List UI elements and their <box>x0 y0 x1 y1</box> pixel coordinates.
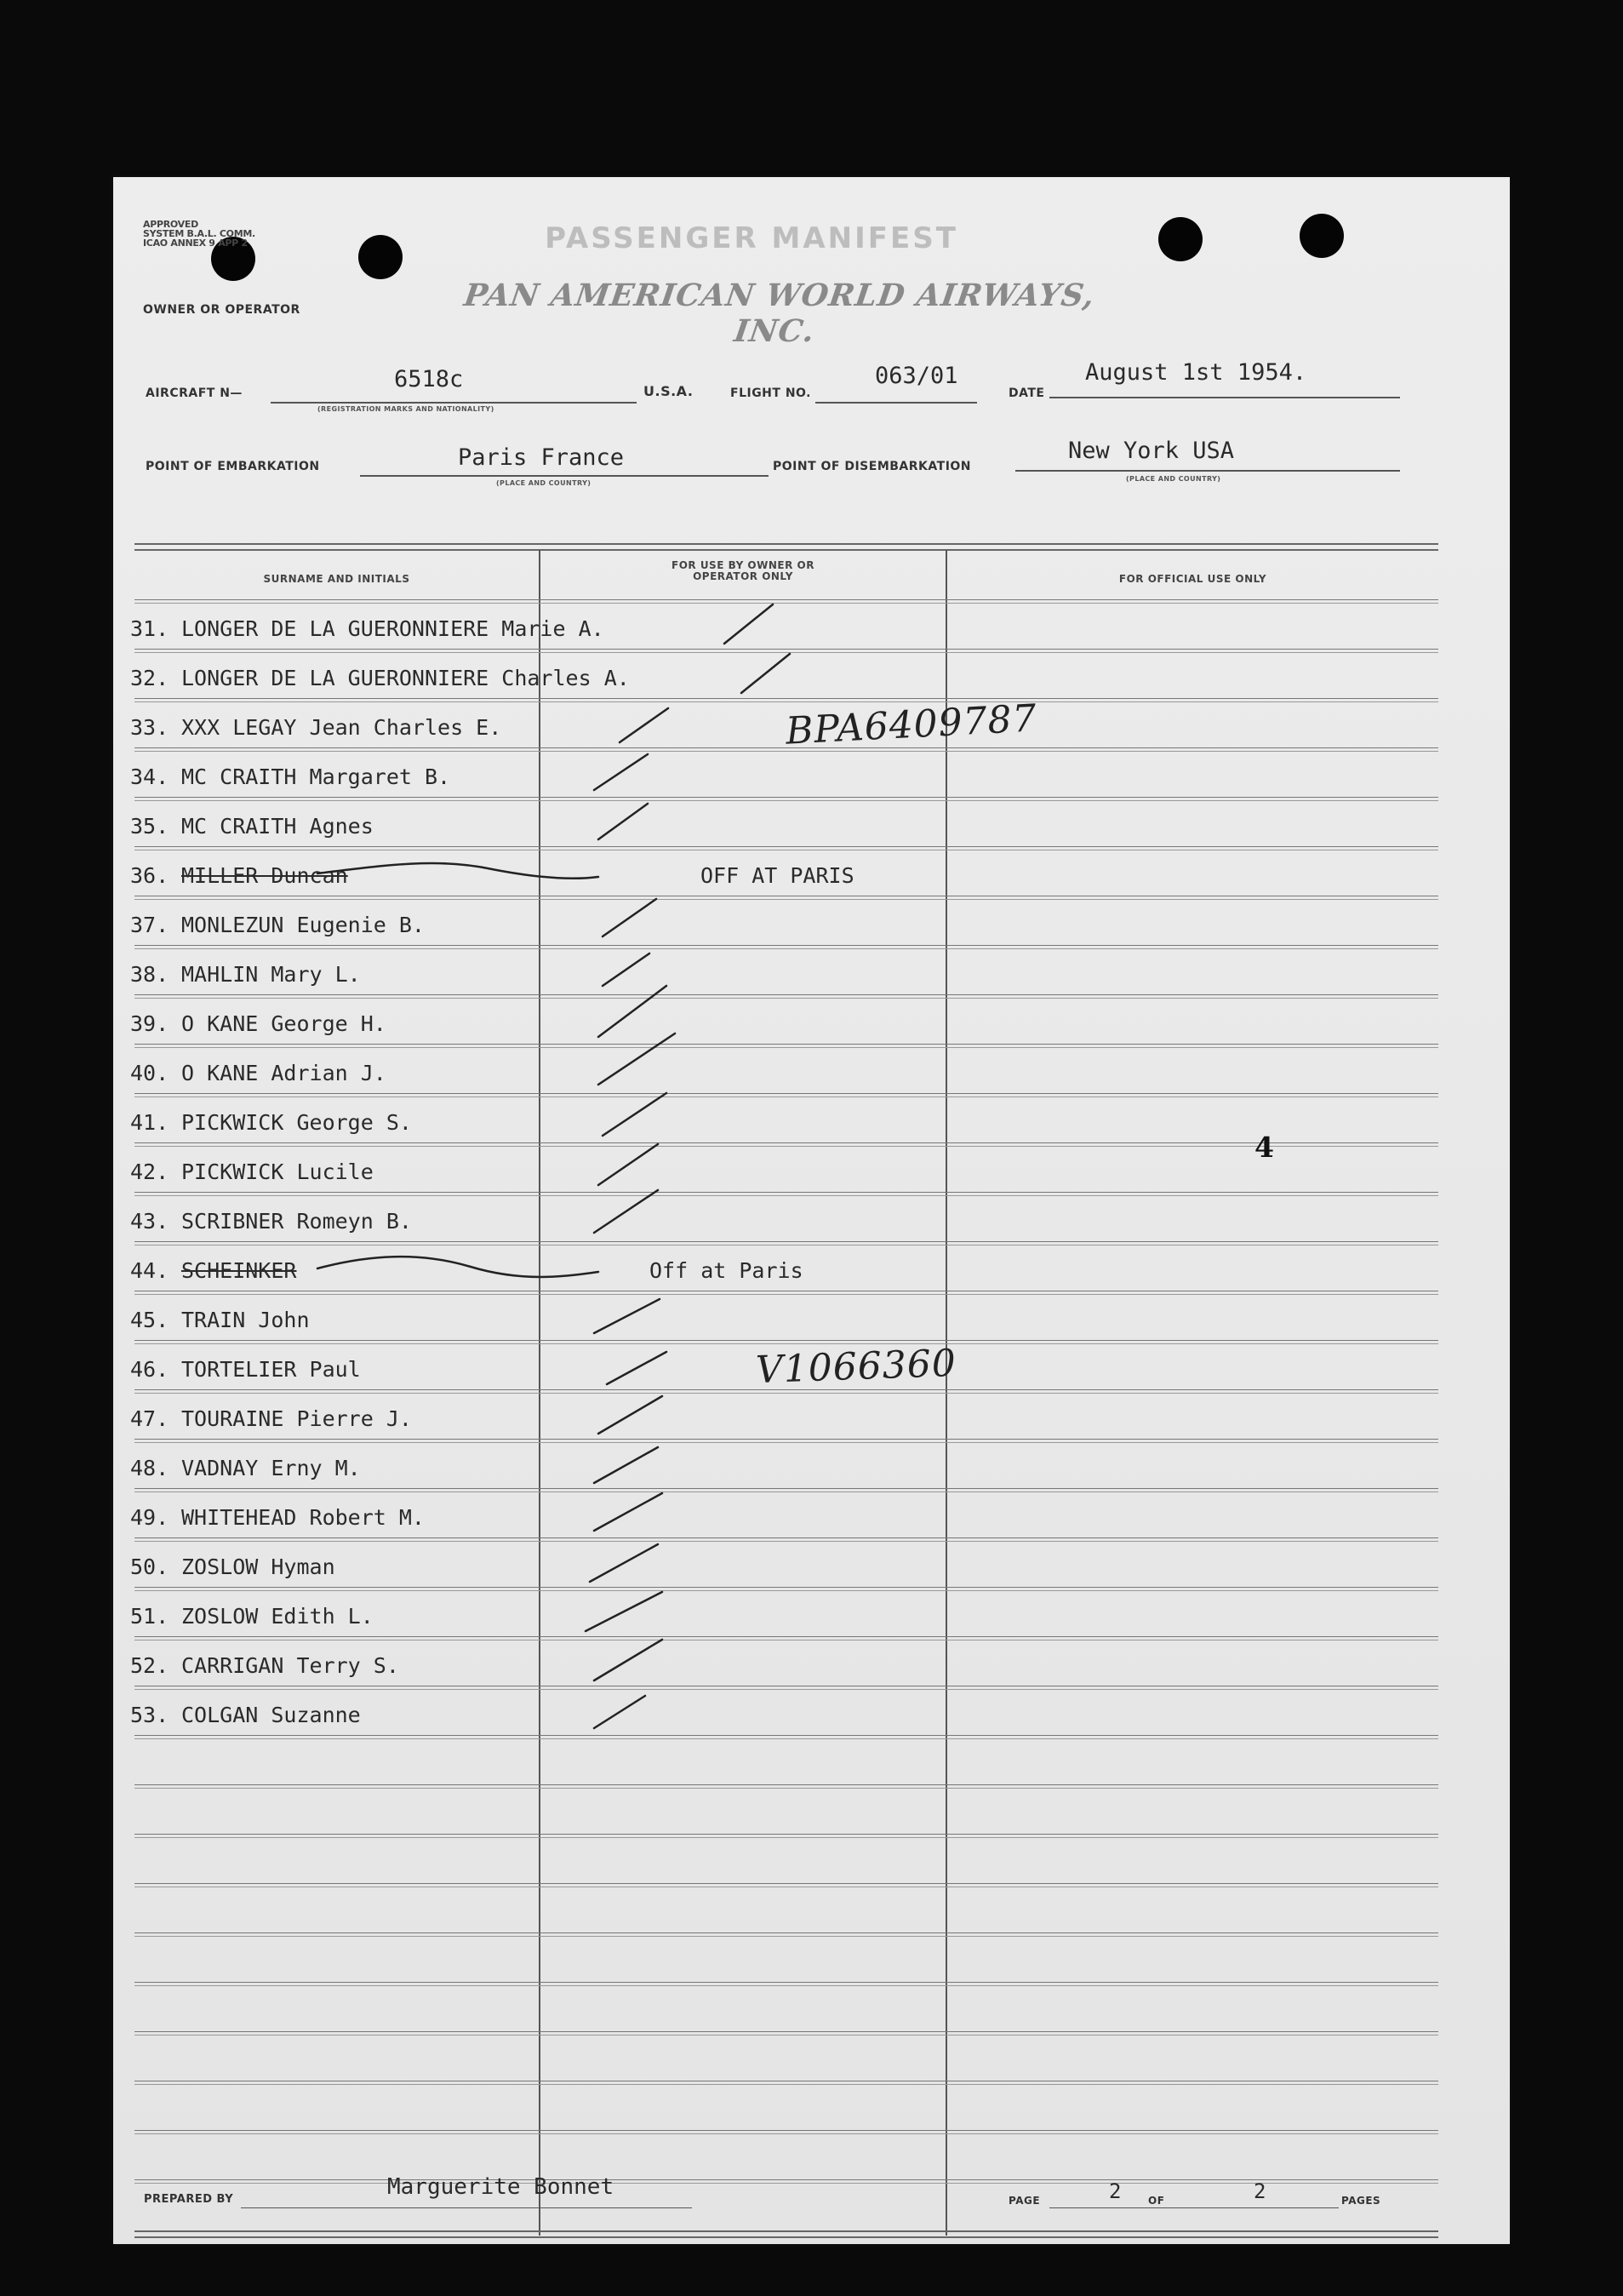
aircraft-underline <box>271 402 637 404</box>
passenger-row <box>130 814 374 839</box>
passenger-name: LONGER DE LA GUERONNIERE Marie A. <box>181 616 604 641</box>
row-line <box>134 1044 1438 1048</box>
embarkation-value: Paris France <box>458 444 625 471</box>
prepared-by-value: Marguerite Bonnet <box>387 2174 614 2200</box>
passenger-name: MC CRAITH Margaret B. <box>181 764 451 789</box>
disembarkation-value: New York USA <box>1068 438 1235 464</box>
embarkation-underline <box>360 475 769 477</box>
row-number: 31. <box>130 616 169 641</box>
passenger-row <box>130 1061 386 1085</box>
aircraft-value: 6518c <box>394 366 464 392</box>
passenger-row <box>130 616 604 641</box>
row-line <box>134 1686 1438 1690</box>
row-line <box>134 1389 1438 1394</box>
row-number: 38. <box>130 962 169 987</box>
passenger-row <box>130 1456 361 1480</box>
row-line <box>134 846 1438 850</box>
header-surname: SURNAME AND INITIALS <box>263 573 410 585</box>
page-underline <box>1049 2207 1339 2208</box>
airline-name: PAN AMERICAN WORLD AIRWAYS, INC. <box>461 278 1098 349</box>
checkmark-row-51 <box>586 1592 662 1631</box>
punch-hole-right-2 <box>1300 214 1344 258</box>
row-number: 34. <box>130 764 169 789</box>
passenger-name: VADNAY Erny M. <box>181 1456 361 1480</box>
passenger-row <box>130 1604 374 1629</box>
row-line <box>134 1241 1438 1245</box>
passenger-name: TORTELIER Paul <box>181 1357 361 1382</box>
header-official-use: FOR OFFICIAL USE ONLY <box>1118 573 1267 585</box>
checkmark-row-38 <box>603 953 649 986</box>
row-line <box>134 698 1438 702</box>
row-number: 52. <box>130 1653 169 1678</box>
passenger-name: XXX LEGAY Jean Charles E. <box>181 715 502 740</box>
manifest-page <box>113 177 1510 2244</box>
flight-underline <box>815 402 977 404</box>
passenger-name: SCRIBNER Romeyn B. <box>181 1209 412 1234</box>
checkmark-row-41 <box>603 1093 666 1136</box>
row-line <box>134 2179 1438 2184</box>
passenger-name: MONLEZUN Eugenie B. <box>181 913 425 937</box>
owner-operator-label: OWNER OR OPERATOR <box>143 303 300 317</box>
row-line <box>134 1537 1438 1542</box>
row-number: 39. <box>130 1011 169 1036</box>
page-number: 2 <box>1109 2179 1122 2203</box>
row-line <box>134 2081 1438 2085</box>
row-number: 43. <box>130 1209 169 1234</box>
row-46-handwritten-number: V1066360 <box>755 1341 957 1393</box>
row-number: 51. <box>130 1604 169 1629</box>
passenger-name: O KANE Adrian J. <box>181 1061 386 1085</box>
passenger-row <box>130 1406 412 1431</box>
passenger-row <box>130 1653 399 1678</box>
passenger-row <box>130 1209 412 1234</box>
passenger-row <box>130 666 630 690</box>
header-underline <box>134 599 1438 604</box>
form-title: PASSENGER MANIFEST <box>545 221 958 255</box>
row-line <box>134 1142 1438 1147</box>
checkmark-row-31 <box>724 604 773 644</box>
row-line <box>134 1883 1438 1887</box>
prepared-by-underline <box>241 2207 692 2208</box>
approval-line-3: ICAO ANNEX 9 APP 2 <box>143 238 248 249</box>
checkmark-row-39 <box>598 986 666 1037</box>
row-line <box>134 1834 1438 1838</box>
row-line <box>134 1291 1438 1295</box>
row-36-note: OFF AT PARIS <box>700 863 854 888</box>
row-number: 35. <box>130 814 169 839</box>
checkmark-row-33 <box>620 708 668 742</box>
row-number: 41. <box>130 1110 169 1135</box>
row-line <box>134 2031 1438 2035</box>
row-number: 50. <box>130 1555 169 1579</box>
passenger-row <box>130 764 450 789</box>
disembarkation-sub-label: (PLACE AND COUNTRY) <box>1126 475 1221 483</box>
checkmark-row-48 <box>594 1447 658 1483</box>
passenger-row <box>130 1159 374 1184</box>
row-line <box>134 1439 1438 1443</box>
passenger-name: TOURAINE Pierre J. <box>181 1406 412 1431</box>
passenger-name: COLGAN Suzanne <box>181 1703 361 1727</box>
checkmark-row-40 <box>598 1033 675 1085</box>
row-line <box>134 1784 1438 1789</box>
pages-label: PAGES <box>1341 2195 1381 2207</box>
passenger-row <box>130 1110 412 1135</box>
table-bottom-border <box>134 2230 1438 2238</box>
row-line <box>134 747 1438 752</box>
row-number: 47. <box>130 1406 169 1431</box>
passenger-name: SCHEINKER <box>181 1258 297 1283</box>
embarkation-label: POINT OF EMBARKATION <box>146 460 320 473</box>
passenger-name: PICKWICK Lucile <box>181 1159 374 1184</box>
row-line <box>134 649 1438 653</box>
row-line <box>134 1340 1438 1344</box>
checkmark-row-34 <box>594 754 648 790</box>
passenger-row <box>130 1703 361 1727</box>
approval-line-1: APPROVED <box>143 219 198 230</box>
row-line <box>134 797 1438 801</box>
checkmark-row-32 <box>741 654 790 693</box>
embarkation-sub-label: (PLACE AND COUNTRY) <box>496 479 591 487</box>
prepared-by-label: PREPARED BY <box>144 2193 234 2206</box>
date-label: DATE <box>1009 386 1045 400</box>
passenger-row <box>130 1357 361 1382</box>
flight-value: 063/01 <box>875 363 958 389</box>
checkmark-row-53 <box>594 1696 645 1728</box>
row-number: 53. <box>130 1703 169 1727</box>
row-44-note: Off at Paris <box>649 1258 803 1283</box>
checkmark-row-50 <box>590 1544 658 1582</box>
passenger-row <box>130 1011 386 1036</box>
row-number: 40. <box>130 1061 169 1085</box>
strike-wave-row-44 <box>317 1257 598 1277</box>
page-stamp-number: 4 <box>1254 1131 1274 1164</box>
header-owner-use: FOR USE BY OWNER OR OPERATOR ONLY <box>671 559 814 582</box>
row-number: 42. <box>130 1159 169 1184</box>
row-number: 33. <box>130 715 169 740</box>
total-pages: 2 <box>1254 2179 1266 2203</box>
row-number: 44. <box>130 1258 169 1283</box>
of-label: OF <box>1148 2195 1165 2207</box>
row-number: 46. <box>130 1357 169 1382</box>
passenger-name: MC CRAITH Agnes <box>181 814 374 839</box>
passenger-name: MAHLIN Mary L. <box>181 962 361 987</box>
row-line <box>134 1192 1438 1196</box>
row-line <box>134 896 1438 900</box>
row-number: 45. <box>130 1308 169 1332</box>
approval-line-2: SYSTEM B.A.L. COMM. <box>143 228 255 239</box>
passenger-row <box>130 863 348 888</box>
passenger-name: ZOSLOW Edith L. <box>181 1604 374 1629</box>
row-line <box>134 2130 1438 2134</box>
date-value: August 1st 1954. <box>1085 359 1307 386</box>
passenger-row <box>130 913 425 937</box>
checkmark-row-43 <box>594 1190 658 1233</box>
checkmark-row-42 <box>598 1144 658 1185</box>
row-33-handwritten-number: BPA6409787 <box>784 696 1038 753</box>
passenger-name: MILLER Duncan <box>181 863 348 888</box>
row-number: 48. <box>130 1456 169 1480</box>
flight-label: FLIGHT NO. <box>730 386 811 400</box>
row-line <box>134 945 1438 949</box>
passenger-name: CARRIGAN Terry S. <box>181 1653 399 1678</box>
checkmark-row-49 <box>594 1493 662 1531</box>
row-number: 37. <box>130 913 169 937</box>
disembarkation-underline <box>1015 470 1400 472</box>
row-line <box>134 1735 1438 1739</box>
aircraft-label: AIRCRAFT N— <box>146 386 243 400</box>
passenger-name: ZOSLOW Hyman <box>181 1555 335 1579</box>
aircraft-sub-label: (REGISTRATION MARKS AND NATIONALITY) <box>317 405 494 413</box>
passenger-name: WHITEHEAD Robert M. <box>181 1505 425 1530</box>
strike-wave-row-36 <box>317 863 598 879</box>
row-line <box>134 994 1438 999</box>
disembarkation-label: POINT OF DISEMBARKATION <box>773 460 972 473</box>
checkmark-row-52 <box>594 1640 662 1680</box>
row-number: 49. <box>130 1505 169 1530</box>
passenger-row <box>130 715 501 740</box>
passenger-row <box>130 1555 335 1579</box>
usa-label: U.S.A. <box>643 383 694 399</box>
row-line <box>134 1488 1438 1492</box>
passenger-name: O KANE George H. <box>181 1011 386 1036</box>
checkmark-row-45 <box>594 1299 660 1333</box>
date-underline <box>1049 397 1400 398</box>
row-number: 36. <box>130 863 169 888</box>
row-line <box>134 1587 1438 1591</box>
punch-hole-left-2 <box>358 235 403 279</box>
row-line <box>134 1093 1438 1097</box>
passenger-row <box>130 962 361 987</box>
passenger-name: TRAIN John <box>181 1308 310 1332</box>
checkmark-row-37 <box>603 899 656 936</box>
row-line <box>134 1636 1438 1640</box>
passenger-row <box>130 1505 425 1530</box>
passenger-name: PICKWICK George S. <box>181 1110 412 1135</box>
passenger-name: LONGER DE LA GUERONNIERE Charles A. <box>181 666 630 690</box>
table-top-border <box>134 543 1438 551</box>
checkmark-row-47 <box>598 1396 662 1434</box>
checkmark-row-46 <box>607 1352 666 1384</box>
row-line <box>134 1982 1438 1986</box>
punch-hole-right-1 <box>1158 217 1203 261</box>
page-label: PAGE <box>1009 2195 1041 2207</box>
row-line <box>134 1932 1438 1937</box>
approval-stamp <box>143 220 255 248</box>
checkmark-row-35 <box>598 804 648 839</box>
passenger-row <box>130 1308 310 1332</box>
row-number: 32. <box>130 666 169 690</box>
passenger-row <box>130 1258 296 1283</box>
